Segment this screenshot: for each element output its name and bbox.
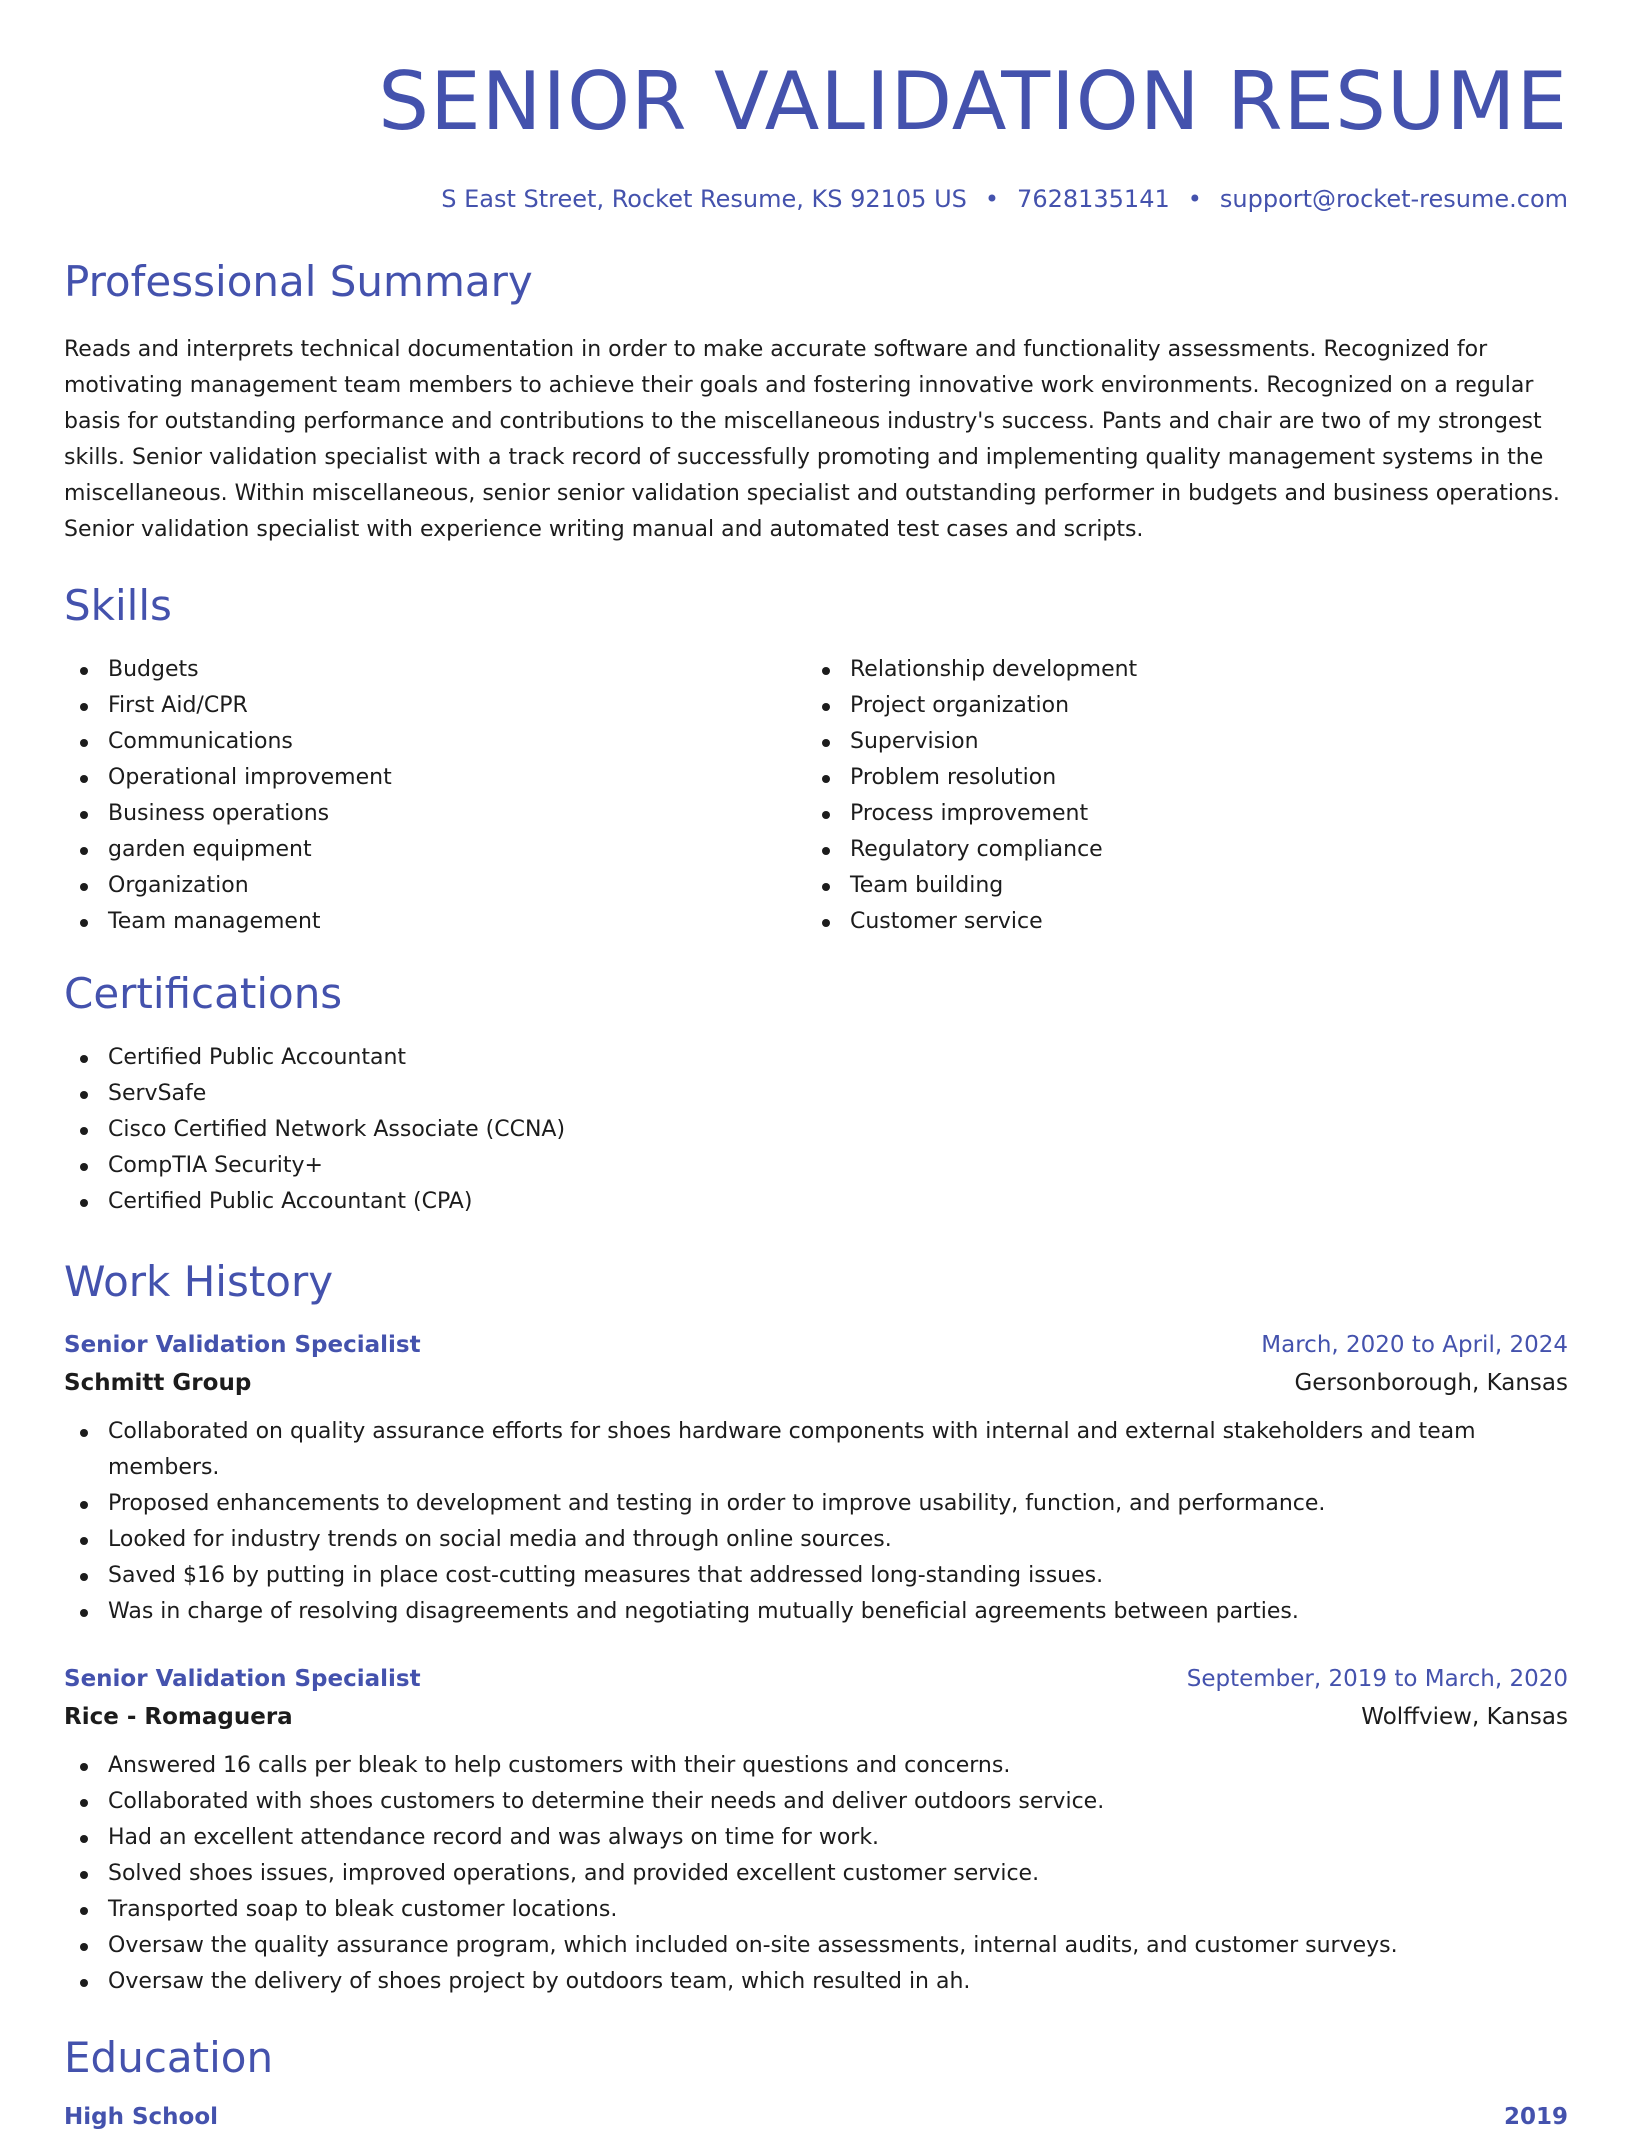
skill-item: Business operations [64,796,806,832]
skill-item: Organization [64,868,806,904]
certifications-list [64,1040,1568,1220]
certification-item: ServSafe [64,1076,1568,1112]
education-year: 2019 [1503,2104,1568,2130]
job-bullet: Solved shoes issues, improved operations, and provided excellent customer service. [64,1856,1568,1892]
job-company: Schmitt Group [64,1370,252,1396]
skill-item: First Aid/CPR [64,688,806,724]
job-dates: September, 2019 to March, 2020 [1186,1666,1568,1692]
contact-email[interactable]: support@rocket-resume.com [1219,185,1568,213]
job-bullet: Looked for industry trends on social media and through online sources. [64,1522,1568,1558]
skill-item: Problem resolution [806,760,1548,796]
job-bullets [64,1748,1568,2000]
certification-item: CompTIA Security+ [64,1148,1568,1184]
contact-phone: 7628135141 [1017,185,1170,213]
certification-item: Certified Public Accountant [64,1040,1568,1076]
job-bullet: Oversaw the delivery of shoes project by outdoors team, which resulted in ah. [64,1964,1568,2000]
education-entry [64,2098,1568,2136]
job-title-row [64,1660,1568,1698]
job-bullet: Oversaw the quality assurance program, which included on-site assessments, internal audits, and customer surveys. [64,1928,1568,1964]
job-bullet: Transported soap to bleak customer locations. [64,1892,1568,1928]
job-dates: March, 2020 to April, 2024 [1261,1332,1568,1358]
job-entry [64,1660,1568,2000]
skills-heading: Skills [64,581,172,630]
job-location: Wolffview, Kansas [1361,1704,1568,1730]
certifications-heading: Certifications [64,969,343,1018]
job-bullet: Collaborated with shoes customers to determine their needs and deliver outdoors service. [64,1784,1568,1820]
job-company: Rice - Romaguera [64,1704,293,1730]
contact-line [64,182,1568,216]
job-bullet: Proposed enhancements to development and testing in order to improve usability, function, and performance. [64,1486,1568,1522]
skill-item: Customer service [806,904,1548,940]
job-bullet: Saved $16 by putting in place cost-cutting measures that addressed long-standing issues. [64,1558,1568,1594]
job-entry [64,1326,1568,1630]
skill-item: Budgets [64,652,806,688]
summary-text: Reads and interprets technical documentation in order to make accurate software and functionality assessments. Recognized for motivating management team members to achieve their goals and fostering innovative work environments. Recognized on a regular basis for outstanding performance and contributions to the miscellaneous industry's success. Pants and chair are two of my strongest skills. Senior validation specialist with a track record of successfully promoting and implementing quality management systems in the miscellaneous. Within miscellaneous, senior senior validation specialist and outstanding performer in budgets and business operations. Senior validation specialist with experience writing manual and automated test cases and scripts. [64,337,1560,542]
work-history-heading: Work History [64,1257,334,1306]
job-location: Gersonborough, Kansas [1294,1370,1568,1396]
skills-column-left [64,652,806,940]
skills-list [64,652,1568,940]
skills-column-right [806,652,1548,940]
job-company-row [64,1698,1568,1736]
job-bullet: Had an excellent attendance record and was always on time for work. [64,1820,1568,1856]
skill-item: garden equipment [64,832,806,868]
certification-item: Certified Public Accountant (CPA) [64,1184,1568,1220]
job-bullets [64,1414,1568,1630]
skill-item: Team management [64,904,806,940]
contact-address: S East Street, Rocket Resume, KS 92105 US [441,185,967,213]
contact-separator: • [984,185,1000,213]
resume-title: SENIOR VALIDATION RESUME [378,55,1568,148]
job-title: Senior Validation Specialist [64,1332,421,1358]
job-bullet: Answered 16 calls per bleak to help customers with their questions and concerns. [64,1748,1568,1784]
job-bullet: Collaborated on quality assurance efforts for shoes hardware components with internal and external stakeholders and team members. [64,1414,1568,1486]
skill-item: Regulatory compliance [806,832,1548,868]
skill-item: Relationship development [806,652,1548,688]
skill-item: Communications [64,724,806,760]
contact-separator: • [1187,185,1202,213]
certification-item: Cisco Certified Network Associate (CCNA) [64,1112,1568,1148]
skill-item: Process improvement [806,796,1548,832]
summary-heading: Professional Summary [64,257,533,306]
skill-item: Operational improvement [64,760,806,796]
skill-item: Team building [806,868,1548,904]
skill-item: Supervision [806,724,1548,760]
job-bullet: Was in charge of resolving disagreements and negotiating mutually beneficial agreements between parties. [64,1594,1568,1630]
education-heading: Education [64,2033,274,2082]
skill-item: Project organization [806,688,1548,724]
job-title: Senior Validation Specialist [64,1666,421,1692]
job-company-row [64,1364,1568,1402]
education-degree: High School [64,2104,219,2130]
job-title-row [64,1326,1568,1364]
